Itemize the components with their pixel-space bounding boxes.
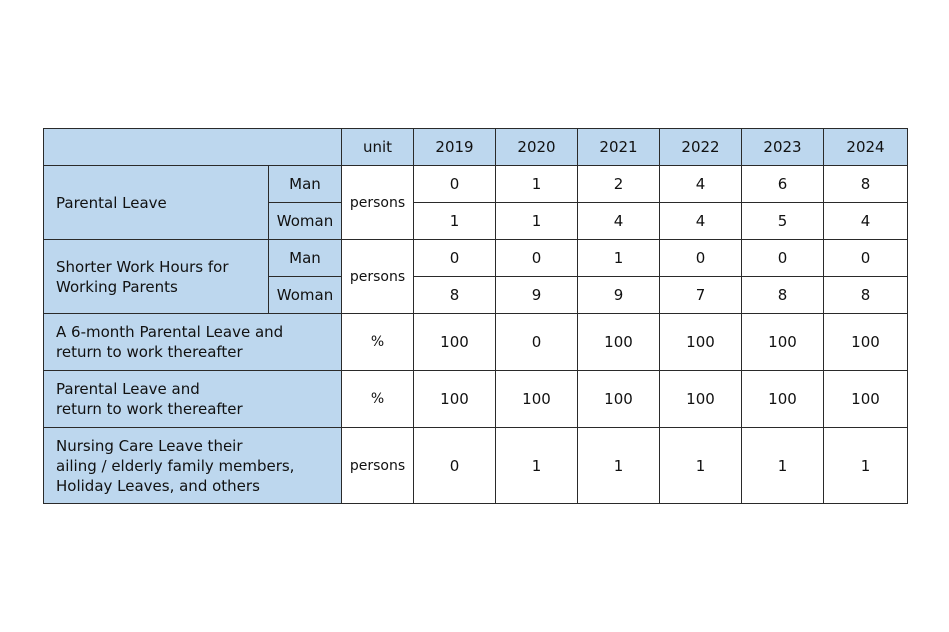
value-cell: 100	[660, 371, 742, 428]
table-row	[44, 314, 908, 371]
value-cell: 6	[742, 166, 824, 203]
sub-label-woman: Woman	[269, 203, 342, 240]
label-line: return to work thereafter	[56, 343, 243, 361]
table-row	[44, 428, 908, 504]
header-blank-cell	[44, 129, 342, 166]
label-line: ailing / elderly family members,	[56, 456, 295, 475]
value-cell: 8	[824, 166, 908, 203]
value-cell: 100	[578, 371, 660, 428]
header-year: 2019	[414, 129, 496, 166]
sub-label-man: Man	[269, 166, 342, 203]
value-cell: 100	[496, 371, 578, 428]
sub-label-man: Man	[269, 240, 342, 277]
value-cell: 100	[824, 314, 908, 371]
label-line: Shorter Work Hours for	[56, 257, 229, 276]
header-row	[44, 129, 908, 166]
value-cell: 4	[660, 166, 742, 203]
label-line: Working Parents	[56, 277, 178, 296]
value-cell: 4	[578, 203, 660, 240]
table-row	[44, 240, 908, 277]
value-cell: 100	[414, 371, 496, 428]
value-cell: 100	[660, 314, 742, 371]
header-year: 2022	[660, 129, 742, 166]
value-cell: 1	[496, 166, 578, 203]
label-line: Nursing Care Leave their	[56, 436, 243, 455]
value-cell: 1	[742, 428, 824, 504]
value-cell: 0	[414, 428, 496, 504]
value-cell: 9	[496, 277, 578, 314]
label-line: Parental Leave and	[56, 380, 200, 398]
value-cell: 1	[578, 428, 660, 504]
value-cell: 100	[578, 314, 660, 371]
value-cell: 100	[824, 371, 908, 428]
unit-cell: persons	[342, 240, 414, 314]
value-cell: 100	[742, 371, 824, 428]
value-cell: 1	[660, 428, 742, 504]
header-year: 2020	[496, 129, 578, 166]
row-label-parental-return	[44, 371, 342, 428]
row-label-shorter-work-hours	[44, 240, 269, 314]
value-cell: 0	[742, 240, 824, 277]
label-line: return to work thereafter	[56, 400, 243, 418]
unit-cell: %	[342, 314, 414, 371]
row-label-parental-leave: Parental Leave	[44, 166, 269, 240]
row-label-six-month-return	[44, 314, 342, 371]
value-cell: 0	[414, 240, 496, 277]
value-cell: 1	[824, 428, 908, 504]
table-row	[44, 371, 908, 428]
table-row	[44, 166, 908, 203]
value-cell: 0	[414, 166, 496, 203]
value-cell: 1	[496, 203, 578, 240]
value-cell: 0	[824, 240, 908, 277]
header-year: 2023	[742, 129, 824, 166]
label-line: A 6-month Parental Leave and	[56, 323, 284, 341]
value-cell: 0	[660, 240, 742, 277]
value-cell: 1	[414, 203, 496, 240]
value-cell: 100	[414, 314, 496, 371]
unit-cell: %	[342, 371, 414, 428]
value-cell: 9	[578, 277, 660, 314]
value-cell: 0	[496, 240, 578, 277]
leave-statistics-table	[43, 128, 908, 504]
sub-label-woman: Woman	[269, 277, 342, 314]
unit-cell: persons	[342, 428, 414, 504]
value-cell: 100	[742, 314, 824, 371]
header-unit: unit	[342, 129, 414, 166]
value-cell: 1	[496, 428, 578, 504]
value-cell: 8	[824, 277, 908, 314]
value-cell: 8	[414, 277, 496, 314]
row-label-nursing-care	[44, 428, 342, 504]
unit-cell: persons	[342, 166, 414, 240]
value-cell: 0	[496, 314, 578, 371]
value-cell: 4	[824, 203, 908, 240]
value-cell: 7	[660, 277, 742, 314]
value-cell: 2	[578, 166, 660, 203]
header-year: 2024	[824, 129, 908, 166]
value-cell: 8	[742, 277, 824, 314]
value-cell: 5	[742, 203, 824, 240]
value-cell: 4	[660, 203, 742, 240]
header-year: 2021	[578, 129, 660, 166]
value-cell: 1	[578, 240, 660, 277]
label-line: Holiday Leaves, and others	[56, 476, 260, 495]
